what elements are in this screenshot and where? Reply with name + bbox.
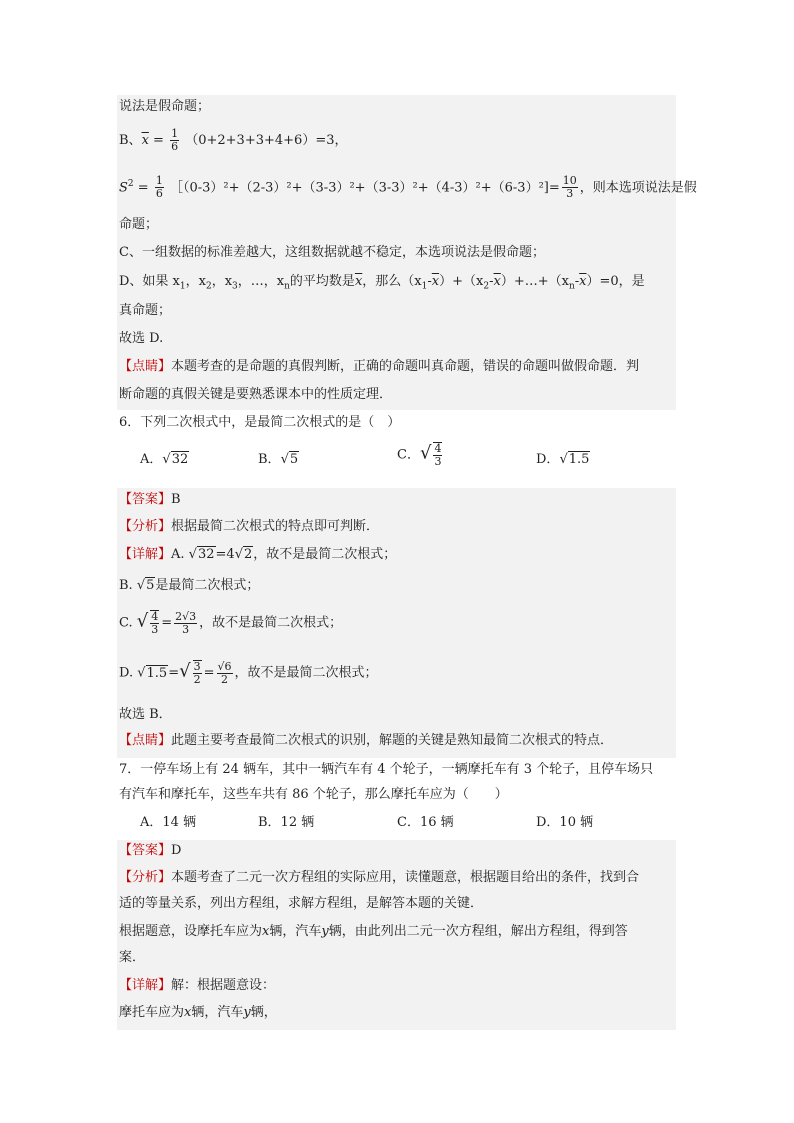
q7-analysis-3: 根据题意，设摩托车应为x辆，汽车y辆，由此列出二元一次方程组，解出方程组，得到答 <box>119 924 628 939</box>
q6-option-d: D．√1.5 <box>536 452 590 467</box>
q6-stem: 6．下列二次根式中，是最简二次根式的是（ ） <box>119 415 401 430</box>
q7-analysis-4: 案． <box>119 950 146 965</box>
q6-detail-c: C. √ $\frac{4}{3}$ = $\frac{2√3}{3}$ ，故不是最简二次根式； <box>119 609 343 636</box>
variance-body: ［（0-3）²+（2-3）²+（3-3）²+（3-3）²+（4-3）²+（6-3）²]= <box>169 180 560 196</box>
q6-option-b: B．√5 <box>258 452 299 467</box>
q7-option-a: A．14 辆 <box>140 815 197 830</box>
q7-detail-2: 摩托车应为x辆，汽车y辆， <box>119 1005 277 1020</box>
q6-detail-b: B. √5是最简二次根式； <box>119 578 260 593</box>
q7-answer: 【答案】D <box>119 843 182 858</box>
q7-analysis-1: 【分析】本题考查了二元一次方程组的实际应用，读懂题意，根据题目给出的条件，找到合 <box>119 870 640 885</box>
comment-tag: 【点睛】 <box>119 359 172 374</box>
q5-option-b-mean <box>119 128 348 153</box>
q7-detail-1: 【详解】解：根据题意设： <box>119 978 276 993</box>
q6-option-a: A．√32 <box>140 452 189 467</box>
q5-comment-1: 【点睛】本题考查的是命题的真假判断，正确的命题叫真命题，错误的命题叫做假命题．判 <box>119 359 640 374</box>
q6-answer: 【答案】B <box>119 492 181 507</box>
q6-comment: 【点睛】此题主要考查最简二次根式的识别，解题的关键是熟知最简二次根式的特点． <box>119 733 614 748</box>
variance-tail: ，则本选项说法是假 <box>579 180 697 196</box>
q7-option-c: C．16 辆 <box>397 815 454 830</box>
q5-variance-line: $S^2$ = $\frac{1}{6}$ ［（0-3）²+（2-3）²+（3-3）²+（3-3）²+（4-3）²+（6-3）²]= $\frac{10}{3}$ ，则本选项说法是假 <box>119 174 697 201</box>
mean-expression: （0+2+3+3+4+6）=3， <box>185 133 348 148</box>
q5-choose: 故选 D. <box>119 331 164 346</box>
mean-symbol: $\overline{x}$ <box>141 133 149 148</box>
q6-option-c: C．√ $\frac{4}{3}$ <box>397 442 442 468</box>
q5-b-end: 命题； <box>119 217 159 232</box>
q7-stem-1: 7．一停车场上有 24 辆车，其中一辆汽车有 4 个轮子，一辆摩托车有 3 个轮子，且停车场只 <box>119 762 654 777</box>
q5-comment-2: 断命题的真假关键是要熟悉课本中的性质定理． <box>119 387 393 402</box>
fraction-one-sixth: $\frac{1}{6}$ <box>171 127 179 153</box>
q6-detail-d: D. √1.5=√ $\frac{3}{2}$ = $\frac{√6}{2}$ ，故不是最简二次根式； <box>119 659 378 686</box>
variance-exponent: 2 <box>127 179 134 189</box>
q6-detail-a: 【详解】A. √32=4√2，故不是最简二次根式； <box>119 547 397 562</box>
q5-line-prev: 说法是假命题； <box>119 99 211 114</box>
b-label: B、 <box>119 133 142 148</box>
q5-option-c: C、一组数据的标准差越大，这组数据就越不稳定，本选项说法是假命题； <box>119 245 545 260</box>
equals-sign: = <box>153 133 164 148</box>
q7-stem-2: 有汽车和摩托车，这些车共有 86 个轮子，那么摩托车应为（ ） <box>119 787 508 802</box>
q7-option-d: D．10 辆 <box>536 815 594 830</box>
variance-symbol: S <box>119 180 128 196</box>
q7-analysis-2: 适的等量关系，列出方程组，求解方程组，是解答本题的关键． <box>119 896 484 911</box>
fraction-ten-thirds: $\frac{10}{3}$ <box>562 174 577 201</box>
fraction-one-sixth-2: $\frac{1}{6}$ <box>155 174 163 201</box>
q6-analysis: 【分析】根据最简二次根式的特点即可判断． <box>119 519 380 534</box>
q7-option-b: B．12 辆 <box>258 815 315 830</box>
q5-option-d: D、如果 $x_1$，$x_2$，$x_3$，…，$x_n$的平均数是$\overline{x}$，那么$(x_1-\overline{x})+(x_2-\overline{x})+\dots+(x_n-\overline{x})=0$，是 <box>119 274 645 292</box>
q5-d-end: 真命题； <box>119 303 172 318</box>
q6-choose: 故选 B． <box>119 707 172 722</box>
